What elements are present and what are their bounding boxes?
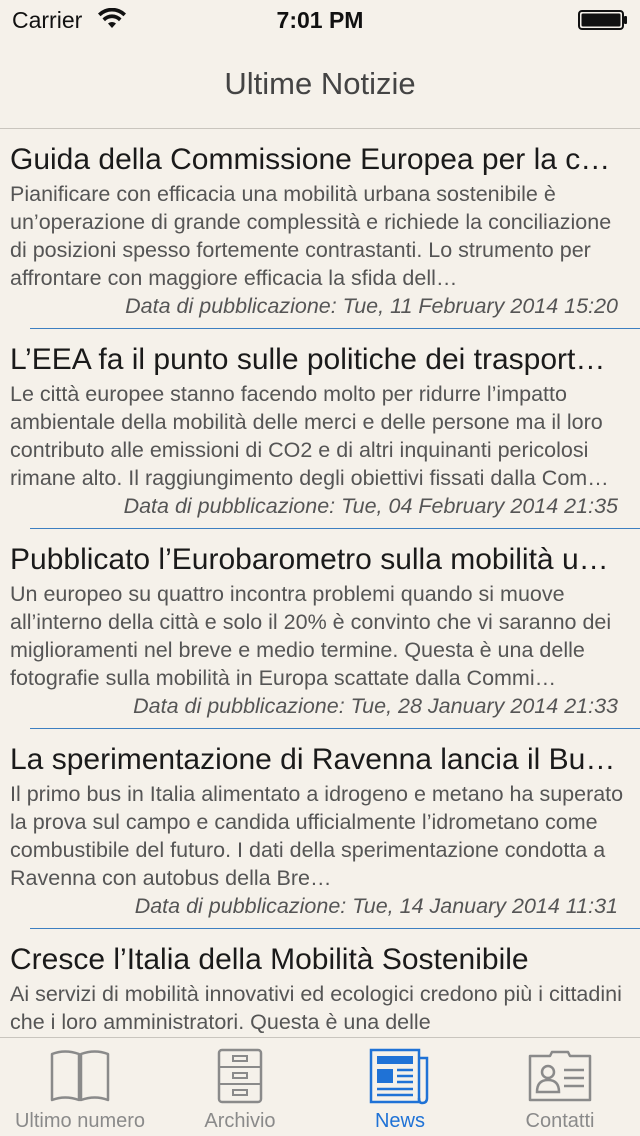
book-icon <box>49 1048 111 1104</box>
news-title: La sperimentazione di Ravenna lancia il Bu… <box>10 743 616 776</box>
tab-label: Ultimo numero <box>14 1110 146 1132</box>
news-title: L’EEA fa il punto sulle politiche dei trasport… <box>10 343 606 376</box>
news-date: Data di pubblicazione: Tue, 04 February 2014 21:35 <box>123 494 618 518</box>
news-summary: Un europeo su quattro incontra problemi quando si muove all’interno della città e solo il 20% è convinto che vi saranno dei miglioramenti nel breve e medio termine. Questa è una delle fotografie sulla mobilità in Europa scattate dalla Commi… <box>10 582 612 690</box>
battery-icon <box>578 10 628 30</box>
tab-ultimo-numero[interactable] <box>0 1038 160 1136</box>
news-item[interactable] <box>10 729 640 929</box>
carrier-label: Carrier <box>12 7 83 33</box>
contact-card-icon <box>528 1048 592 1102</box>
news-item[interactable] <box>10 129 640 329</box>
navigation-bar <box>0 40 640 129</box>
tab-archivio[interactable] <box>160 1038 320 1136</box>
tab-label: Archivio <box>204 1110 276 1132</box>
news-summary: Pianificare con efficacia una mobilità urbana sostenibile è un’operazione di grande complessità e richiede la conciliazione di posizioni spesso fortemente contrastanti. Lo strumento per affrontare con maggiore efficacia la sfida dell… <box>10 182 612 290</box>
news-title: Pubblicato l’Eurobarometro sulla mobilità u… <box>10 543 609 576</box>
news-date: Data di pubblicazione: Tue, 11 February 2014 15:20 <box>125 294 618 318</box>
newspaper-icon <box>369 1048 431 1106</box>
news-title: Cresce l’Italia della Mobilità Sostenibile <box>10 943 529 976</box>
tab-bar <box>0 1037 640 1136</box>
news-summary: Ai servizi di mobilità innovativi ed ecologici credono più i cittadini che i loro amministratori. Questa è una delle <box>10 982 622 1034</box>
tab-label: Contatti <box>525 1110 595 1132</box>
tab-contatti[interactable] <box>480 1038 640 1136</box>
news-date: Data di pubblicazione: Tue, 28 January 2014 21:33 <box>133 694 618 718</box>
tab-label: News <box>374 1110 425 1132</box>
news-title: Guida della Commissione Europea per la c… <box>10 143 611 176</box>
status-bar <box>0 0 640 40</box>
news-date: Data di pubblicazione: Tue, 14 January 2014 11:31 <box>134 894 618 918</box>
news-summary: Le città europee stanno facendo molto per ridurre l’impatto ambientale della mobilità delle merci e delle persone ma il loro contributo alle emissioni di CO2 e di altri inquinanti pericolosi rimane alto. Il raggiungimento degli obiettivi fissati dalla Com… <box>10 382 609 490</box>
page-title: Ultime Notizie <box>224 66 416 101</box>
cabinet-icon <box>217 1048 263 1104</box>
news-item[interactable] <box>10 329 640 529</box>
news-item[interactable] <box>10 929 640 1037</box>
news-item[interactable] <box>10 529 640 729</box>
news-list[interactable] <box>0 129 640 1037</box>
tab-news[interactable] <box>320 1038 480 1136</box>
news-summary: Il primo bus in Italia alimentato a idrogeno e metano ha superato la prova sul campo e candida ufficialmente l’idrometano come combustibile del futuro. I dati della sperimentazione condotta a Ravenna con autobus della Bre… <box>10 782 624 890</box>
status-time: 7:01 PM <box>276 7 364 33</box>
